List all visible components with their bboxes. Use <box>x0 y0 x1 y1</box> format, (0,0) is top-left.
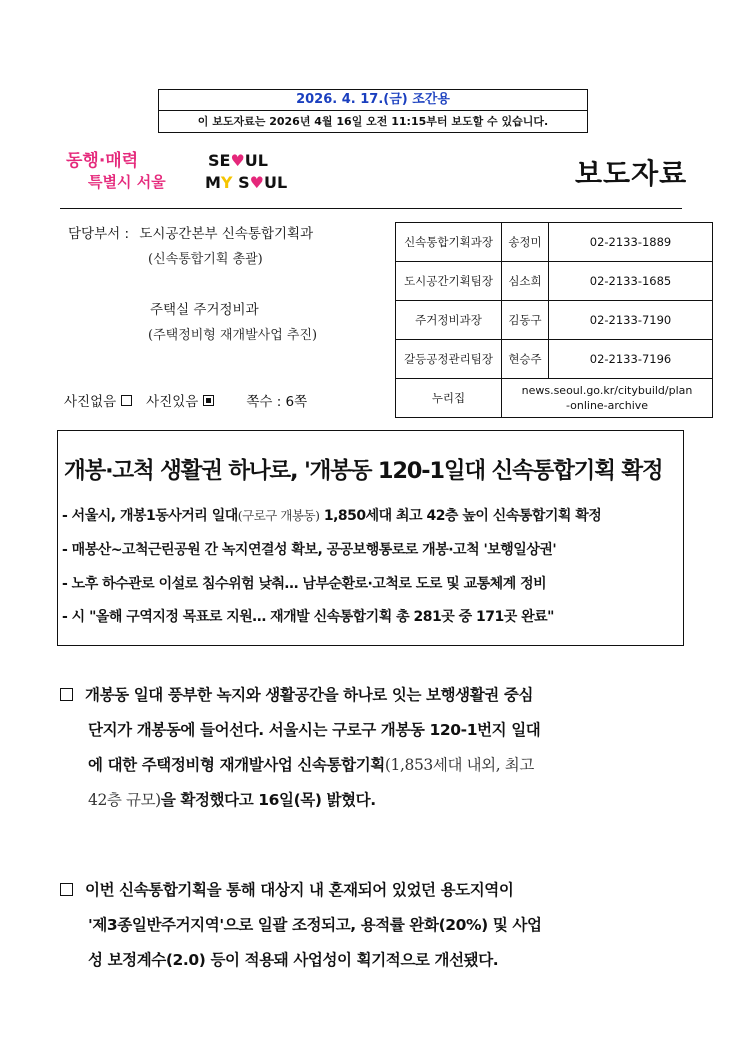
contact-role: 갈등공정관리팀장 <box>396 340 502 379</box>
contact-role: 도시공간기획팀장 <box>396 262 502 301</box>
contact-name: 현승주 <box>502 340 549 379</box>
website-label: 누리집 <box>396 379 502 418</box>
website-url-line2: -online-archive <box>565 399 649 412</box>
para1-line3-a: 에 대한 주택정비형 재개발사업 신속통합기획 <box>88 756 385 774</box>
para1-line3 <box>60 748 690 783</box>
subhead-1 <box>62 505 601 525</box>
website-row <box>396 379 713 418</box>
slogan-line2: 특별시 서울 <box>88 173 166 191</box>
para1-line3-b: (1,853세대 내외, 최고 <box>384 756 534 774</box>
contact-row <box>396 223 713 262</box>
photo-none-label: 사진없음 <box>64 394 117 410</box>
subhead-1-c: 1,850세대 최고 42층 높이 신속통합기획 확정 <box>319 508 602 524</box>
contact-row <box>396 340 713 379</box>
photo-info-line <box>64 390 307 410</box>
contact-row <box>396 301 713 340</box>
slogan-text <box>66 150 138 171</box>
contact-phone: 02-2133-1685 <box>549 262 713 301</box>
contact-name: 김동구 <box>502 301 549 340</box>
dept-label: 담당부서 : <box>68 226 130 242</box>
contacts-table <box>395 222 713 418</box>
contact-role: 주거정비과장 <box>396 301 502 340</box>
headline: 개봉·고척 생활권 하나로, '개봉동 120-1일대 신속통합기획 확정 <box>64 458 663 484</box>
website-url-line1: news.seoul.go.kr/citybuild/plan <box>521 384 693 397</box>
dept-name-1: 도시공간본부 신속통합기획과 <box>139 226 314 242</box>
para2-line2: '제3종일반주거지역'으로 일괄 조정되고, 용적률 완화(20%) 및 사업 <box>88 916 542 934</box>
para1-line4-b: 을 확정했다고 16일(목) 밝혔다. <box>160 791 376 809</box>
dept-note-2: (주택정비형 재개발사업 추진) <box>148 328 318 343</box>
contact-phone: 02-2133-7190 <box>549 301 713 340</box>
checkbox-empty-icon <box>121 395 132 406</box>
seoul-my-soul-logo <box>205 148 288 192</box>
contact-phone: 02-2133-1889 <box>549 223 713 262</box>
contact-row <box>396 262 713 301</box>
seoul-logo-line1: SE♥UL <box>208 151 268 170</box>
para2-line3: 성 보정계수(2.0) 등이 적용돼 사업성이 획기적으로 개선됐다. <box>88 951 499 969</box>
body-paragraph-1 <box>60 678 690 818</box>
embargo-notice: 이 보도자료는 2026년 4월 16일 오전 11:15부터 보도할 수 있습니다. <box>197 115 549 128</box>
subhead-3: - 노후 하수관로 이설로 침수위험 낮춰… 남부순환로·고척로 도로 및 교통체계 정비 <box>62 576 547 592</box>
para1-line4 <box>60 783 690 818</box>
para1-line1 <box>60 678 690 713</box>
para2-line1 <box>60 873 690 908</box>
slogan-logo <box>66 146 184 192</box>
slogan-line1: 동행·매력 <box>66 151 139 171</box>
subhead-1-a: - 서울시, 개봉1동사거리 일대 <box>62 508 238 524</box>
contact-name: 심소희 <box>502 262 549 301</box>
dept-name-2: 주택실 주거정비과 <box>150 302 259 318</box>
square-bullet-icon <box>60 883 73 896</box>
subhead-1-paren: (구로구 개봉동) <box>237 508 320 523</box>
embargo-box <box>158 89 588 133</box>
contact-role: 신속통합기획과장 <box>396 223 502 262</box>
dept-note-1: (신속통합기획 총괄) <box>148 252 263 267</box>
seoul-logo-line2: MY S♥UL <box>205 173 288 192</box>
dept-line-1 <box>68 222 313 242</box>
svg-text:특별시 서울 <box>88 173 166 191</box>
page-count: 쪽수 : 6쪽 <box>246 394 308 410</box>
square-bullet-icon <box>60 688 73 701</box>
para1-line4-a: 42층 규모) <box>88 791 161 809</box>
checkbox-filled-icon <box>203 395 214 406</box>
document-type-title: 보도자료 <box>575 157 688 190</box>
header-divider <box>60 208 682 209</box>
contact-name: 송정미 <box>502 223 549 262</box>
website-url[interactable] <box>502 379 713 418</box>
body-paragraph-2 <box>60 873 690 978</box>
subhead-4: - 시 "올해 구역지정 목표로 지원… 재개발 신속통합기획 총 281곳 중 171곳 완료" <box>62 609 554 625</box>
photo-yes-label: 사진있음 <box>146 394 199 410</box>
headline-box <box>57 430 684 646</box>
contact-phone: 02-2133-7196 <box>549 340 713 379</box>
para1-line2: 단지가 개봉동에 들어선다. 서울시는 구로구 개봉동 120-1번지 일대 <box>88 721 541 739</box>
para1-line1-text: 개봉동 일대 풍부한 녹지와 생활공간을 하나로 잇는 보행생활권 중심 <box>85 686 534 704</box>
para2-line1-text: 이번 신속통합기획을 통해 대상지 내 혼재되어 있었던 용도지역이 <box>85 881 514 899</box>
embargo-date: 2026. 4. 17.(금) 조간용 <box>159 90 587 111</box>
subhead-2: - 매봉산~고척근린공원 간 녹지연결성 확보, 공공보행통로로 개봉·고척 '보행일상권' <box>62 542 557 558</box>
